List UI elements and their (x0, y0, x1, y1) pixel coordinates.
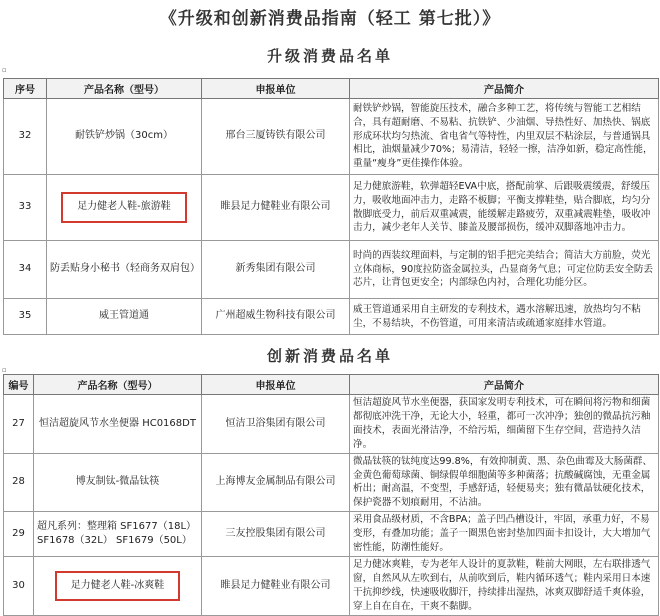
header-company: 申报单位 (202, 375, 350, 395)
company-name: 上海博友金属制品有限公司 (202, 453, 350, 512)
product-name: 博友制钛-微晶钛筷 (34, 453, 202, 512)
innovation-section-title: 创新消费品名单 (266, 347, 393, 365)
header-company: 申报单位 (202, 79, 350, 99)
product-intro: 时尚的西装纹理面料，与定制的铝手把完美结合；简洁大方前脸，荧光立体商标，90度拉防盗金属拉头，凸显商务气息；可定位防丢安全防丢芯片，让背包更安全；内部绿色内衬，合理化功能分区。 (350, 241, 659, 299)
row-no: 29 (4, 512, 34, 557)
highlighted-product-name: 足力健老人鞋-冰爽鞋 (55, 571, 181, 602)
upgrade-section-title: 升级消费品名单 (266, 47, 393, 65)
product-name: 耐铁铲炒锅（30cm） (47, 99, 202, 175)
table-row (4, 175, 659, 241)
header-no: 序号 (4, 79, 47, 99)
highlighted-product-name: 足力健老人鞋-旅游鞋 (61, 192, 187, 223)
product-intro: 采用食品级材质，不含BPA；盖子凹凸槽设计，牢固，承重力好，不易变形，有叠加功能；盖子一圈黑色密封垫加四面卡扣设计，大大增加气密性能，防潮性能好。 (350, 512, 659, 557)
product-name: 恒洁超旋风节水坐便器 HC0168DT (34, 395, 202, 454)
row-no: 34 (4, 241, 47, 299)
product-intro: 恒洁超旋风节水坐便器，获国家发明专利技术，可在瞬间将污物和细菌都彻底冲洗干净，无论大小，轻重，都可一次冲净；独创的微晶抗污釉面技术，表面光滑洁净，不给污垢，细菌留下生存空间，营造持久洁净。 (350, 395, 659, 454)
product-intro: 微晶钛筷的钛纯度达99.8%，有效抑制黄、黑、杂色曲霉及大肠菌群、金黄色葡萄球菌、铜绿假单细胞菌等多种菌落；抗酸碱腐蚀，无重金属析出；耐高温，不变型，手感舒适，轻便易夹；独有微晶钛硬化技术，保护瓷器不划痕耐用，不沾油。 (350, 453, 659, 512)
company-name: 三友控股集团有限公司 (202, 512, 350, 557)
row-no: 27 (4, 395, 34, 454)
company-name: 广州超威生物科技有限公司 (202, 299, 350, 335)
table-header-row (4, 375, 659, 395)
row-no: 28 (4, 453, 34, 512)
company-name: 邢台三厦铸铁有限公司 (202, 99, 350, 175)
product-intro: 足力健旅游鞋，软弹超轻EVA中底，搭配前掌、后跟吸震缓震，舒缓压力，吸收地面冲击力，走路不板脚；平衡支撑鞋垫，贴合脚底，均匀分散脚底受力，前后双重减震，能缓解走路疲劳，双重减震鞋垫，吸收冲击力，减少老年人关节、膝盖及腰部损伤，缓冲双脚落地冲击力。 (350, 175, 659, 241)
company-name: 新秀集团有限公司 (202, 241, 350, 299)
product-intro: 耐铁铲炒锅，智能旋压技术，融合多种工艺，将传统与智能工艺相结合，具有超耐磨、不易粘、抗铁铲、少油烟、导热性好、加热快、锅底形成环状均匀热流、省电省气等特性，内里双层不粘涂层，与普通锅具相比，油烟量减少70%；易清洁，轻轻一擦，洁净如新，稳定高性能，重量“瘦身”更佳操作体验。 (350, 99, 659, 175)
header-product-name: 产品名称（型号） (47, 79, 202, 99)
company-name: 睢县足力健鞋业有限公司 (202, 175, 350, 241)
header-product-name: 产品名称（型号） (34, 375, 202, 395)
table-header-row (4, 79, 659, 99)
document-title: 《升级和创新消费品指南（轻工 第七批）》 (159, 9, 501, 29)
company-name: 睢县足力健鞋业有限公司 (202, 556, 350, 615)
row-no: 35 (4, 299, 47, 335)
corner-mark: ▫ (2, 366, 7, 374)
product-name: 防丢贴身小秘书（轻商务双肩包） (47, 241, 202, 299)
company-name: 恒洁卫浴集团有限公司 (202, 395, 350, 454)
table-row (4, 453, 659, 512)
corner-mark: ▫ (2, 66, 7, 74)
header-intro: 产品简介 (350, 79, 659, 99)
product-intro: 威王管道通采用自主研发的专利技术，遇水溶解迅速，放热均匀不粘尘，不易结块，不伤管道，可用来清洁或疏通家庭排水管道。 (350, 299, 659, 335)
innovation-table (3, 374, 659, 616)
upgrade-table (3, 78, 659, 335)
table-row (4, 556, 659, 615)
row-no: 32 (4, 99, 47, 175)
row-no: 30 (4, 556, 34, 615)
header-no: 编号 (4, 375, 34, 395)
product-name: 威王管道通 (47, 299, 202, 335)
header-intro: 产品简介 (350, 375, 659, 395)
table-row (4, 99, 659, 175)
table-row (4, 512, 659, 557)
product-name: 超凡系列：整理箱 SF1677（18L）SF1678（32L） SF1679（50L） (34, 512, 202, 557)
table-row (4, 241, 659, 299)
product-intro: 足力健冰爽鞋，专为老年人设计的夏款鞋，鞋前大网眼，左右联排透气窗，自然风从左吹到右，从前吹到后，鞋内循环透气；鞋内采用日本速干抗抑纱线，快速吸收脚汗，持续排出湿热，冰爽双脚舒适千爽体验，穿上自在自在，干爽不黏脚。 (350, 556, 659, 615)
row-no: 33 (4, 175, 47, 241)
table-row (4, 299, 659, 335)
table-row (4, 395, 659, 454)
